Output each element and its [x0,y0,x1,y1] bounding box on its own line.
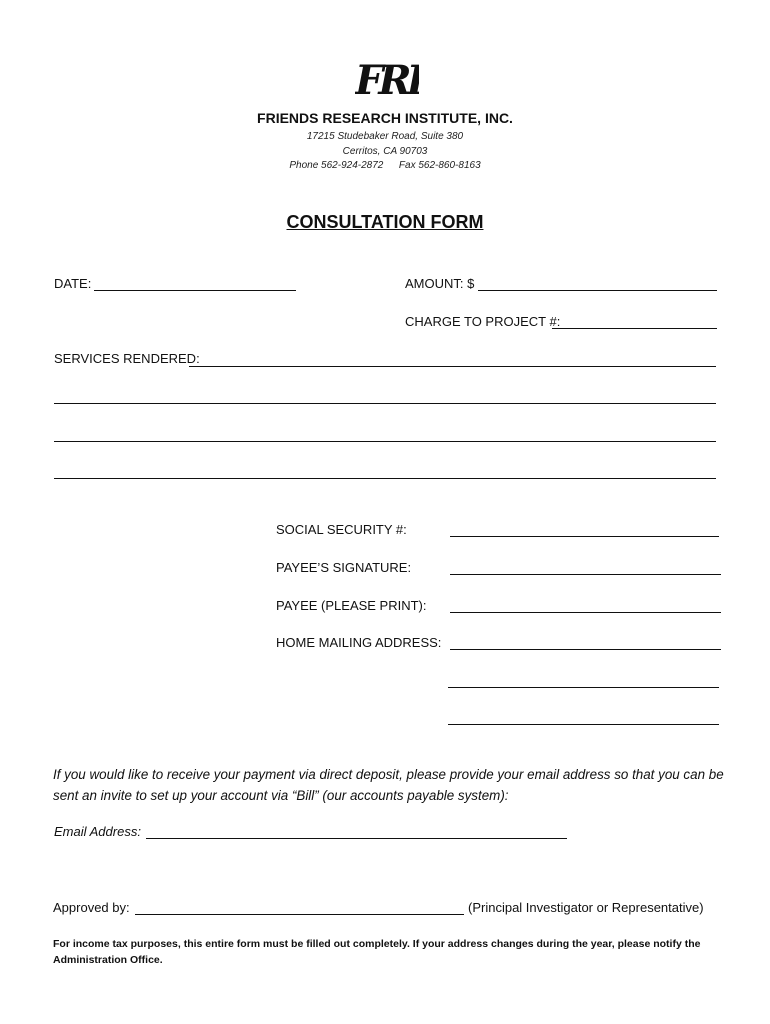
services-line-3[interactable] [54,441,716,442]
date-field[interactable] [94,290,296,291]
payee-signature-label: PAYEE’S SIGNATURE: [276,560,412,575]
services-line-2[interactable] [54,403,716,404]
fri-logo-mark [355,52,419,104]
amount-label: AMOUNT: $ [405,276,475,291]
approved-by-field[interactable] [135,914,464,915]
amount-field[interactable] [478,290,717,291]
services-rendered-field[interactable] [189,366,716,367]
date-label: DATE: [54,276,92,291]
home-mailing-field[interactable] [450,649,721,650]
phone-number: Phone 562-924-2872 [289,160,384,171]
services-line-4[interactable] [54,478,716,479]
organization-name: FRIENDS RESEARCH INSTITUTE, INC. [257,110,513,126]
payee-print-field[interactable] [450,612,721,613]
fax-number: Fax 562-860-8163 [398,160,481,171]
address-line-1: 17215 Studebaker Road, Suite 380 [306,131,464,142]
direct-deposit-instruction: If you would like to receive your payment via direct deposit, please provide your email address so that you can be sent an invite to set up your account via “Bill” (our accounts payable system): [53,767,724,803]
approver-note: (Principal Investigator or Representative) [468,900,704,915]
contact-line [0,160,770,171]
approved-by-label: Approved by: [53,900,130,915]
home-mailing-line-2[interactable] [448,687,719,688]
income-tax-note: For income tax purposes, this entire form must be filled out completely. If your address changes during the year, please notify the Administration Office. [53,938,701,966]
home-mailing-line-3[interactable] [448,724,719,725]
email-field[interactable] [146,838,567,839]
charge-project-field[interactable] [552,328,717,329]
fri-logo [355,52,419,104]
home-mailing-label: HOME MAILING ADDRESS: [276,635,442,650]
ssn-label: SOCIAL SECURITY #: [276,522,407,537]
ssn-field[interactable] [450,536,719,537]
form-title: CONSULTATION FORM [286,212,484,232]
payee-signature-field[interactable] [450,574,721,575]
services-rendered-label: SERVICES RENDERED: [54,351,200,366]
logo-text: FRI [355,57,419,104]
charge-project-label: CHARGE TO PROJECT #: [405,314,561,329]
email-label: Email Address: [54,824,141,839]
payee-print-label: PAYEE (PLEASE PRINT): [276,598,427,613]
address-line-2: Cerritos, CA 90703 [342,146,428,157]
